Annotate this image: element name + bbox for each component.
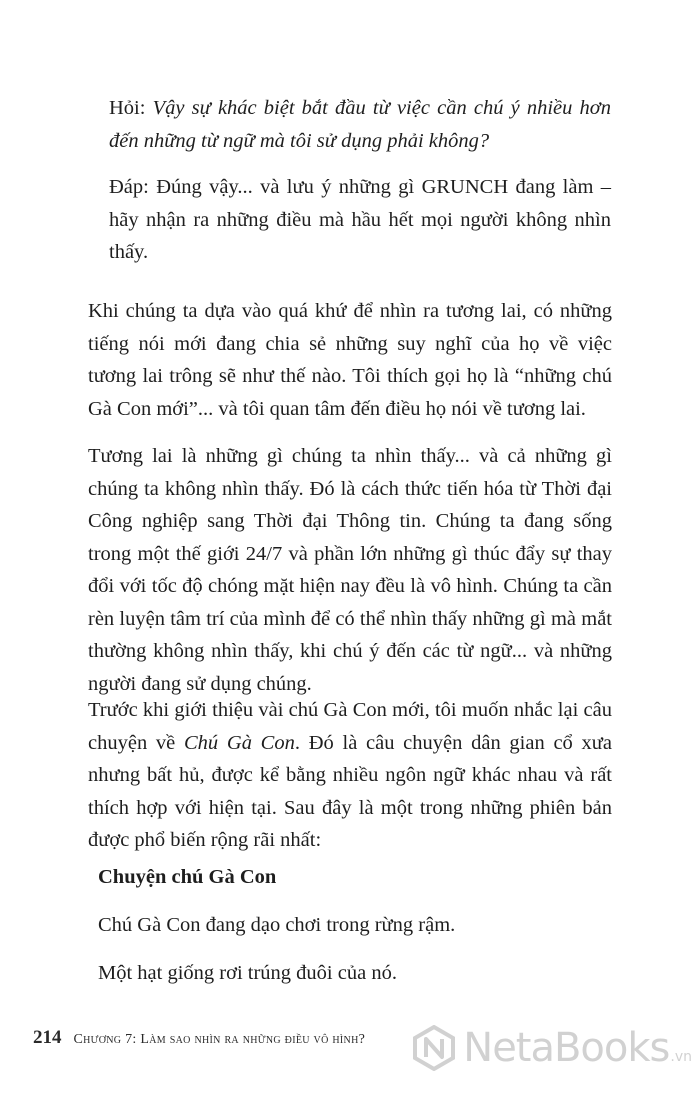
question-label: Hỏi: (109, 97, 146, 119)
answer-text: Đúng vậy... và lưu ý những gì GRUNCH đang làm – hãy nhận ra những điều mà hầu hết mọi người không nhìn thấy. (109, 176, 612, 263)
watermark-brand: NetaBooks (463, 1025, 670, 1071)
netabooks-logo-icon (411, 1025, 457, 1071)
page-footer (33, 1027, 365, 1049)
watermark-suffix: .vn (670, 1049, 692, 1065)
answer-block (109, 171, 611, 269)
running-head: Chương 7: Làm sao nhìn ra những điều vô hình? (73, 1032, 366, 1047)
story-title: Chuyện chú Gà Con (98, 866, 277, 888)
story-title-reference: Chú Gà Con (184, 731, 295, 754)
page-number: 214 (33, 1027, 62, 1048)
question-text: Vậy sự khác biệt bắt đầu từ việc cần chú ý nhiều hơn đến những từ ngữ mà tôi sử dụng phải không? (109, 97, 611, 152)
watermark (411, 1025, 692, 1071)
paragraph-3 (88, 694, 612, 857)
answer-label: Đáp: (109, 176, 149, 198)
question-block (109, 92, 611, 157)
paragraph-1: Khi chúng ta dựa vào quá khứ để nhìn ra tương lai, có những tiếng nói mới đang chia sẻ những suy nghĩ của họ về việc tương lai trông sẽ như thế nào. Tôi thích gọi họ là “những chú Gà Con mới”... và tôi quan tâm đến điều họ nói về tương lai. (88, 300, 612, 420)
story-line-1: Chú Gà Con đang dạo chơi trong rừng rậm. (98, 914, 456, 936)
paragraph-3-before: Trước khi giới thiệu vài chú Gà Con mới, tôi muốn nhắc lại câu chuyện về (88, 699, 612, 754)
paragraph-3-after: . Đó là câu chuyện dân gian cổ xưa nhưng bất hủ, được kể bằng nhiều ngôn ngữ khác nhau và rất thích hợp với hiện tại. Sau đây là một trong những phiên bản được phổ biến rộng rãi nhất: (88, 731, 612, 851)
paragraph-2: Tương lai là những gì chúng ta nhìn thấy... và cả những gì chúng ta không nhìn thấy. Đó là cách thức tiến hóa từ Thời đại Công nghiệp sang Thời đại Thông tin. Chúng ta đang sống trong một thế giới 24/7 và phần lớn những gì thúc đẩy sự thay đổi với tốc độ chóng mặt hiện nay đều là vô hình. Chúng ta cần rèn luyện tâm trí của mình để có thể nhìn thấy những gì mà mắt thường không nhìn thấy, khi chú ý đến các từ ngữ... và những người đang sử dụng chúng. (88, 445, 612, 695)
story-line-2: Một hạt giống rơi trúng đuôi của nó. (98, 962, 397, 984)
